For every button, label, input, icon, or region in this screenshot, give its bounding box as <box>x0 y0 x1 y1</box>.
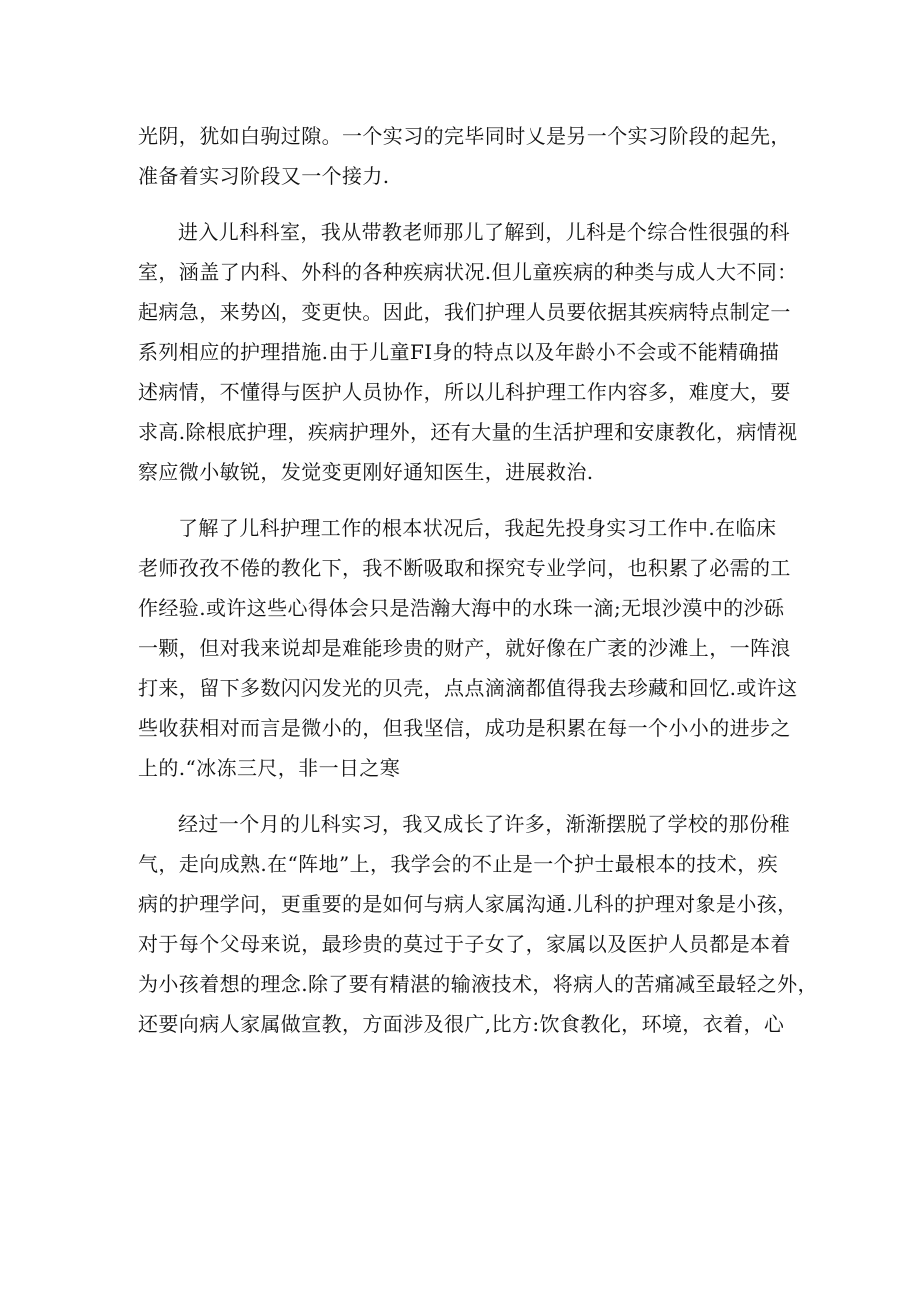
text-line: 系列相应的护理措施.由于儿童FI身的特点以及年龄小不会或不能精确描 <box>138 340 780 364</box>
paragraph-1 <box>138 116 791 196</box>
text-line: 还要向病人家属做宣教，方面涉及很广,比方:饮食教化，环境，衣着，心 <box>138 1012 785 1036</box>
text-line: 察应微小敏锐，发觉变更刚好通知医生，进展救治. <box>138 460 594 484</box>
text-line: 病的护理学问，更重要的是如何与病人家属沟通.儿科的护理对象是小孩， <box>138 892 798 916</box>
text-line: 老师孜孜不倦的教化下，我不断吸取和探究专业学问，也积累了必需的工 <box>138 556 791 580</box>
text-line: 进入儿科科室，我从带教老师那儿了解到，儿科是个综合性很强的科 <box>178 220 790 244</box>
text-line: 起病急，来势凶，变更快。因此，我们护理人员要依据其疾病特点制定一 <box>138 300 791 324</box>
text-line: 打来，留下多数闪闪发光的贝壳，点点滴滴都值得我去珍藏和回忆.或许这 <box>138 676 798 700</box>
text-line: 对于每个父母来说，最珍贵的莫过于子女了，家属以及医护人员都是本着 <box>138 932 791 956</box>
paragraph-2 <box>138 212 798 492</box>
paragraph-4 <box>138 804 818 1044</box>
text-line: 室，涵盖了内科、外科的各种疾病状况.但儿童疾病的种类与成人大不同： <box>138 260 798 284</box>
text-line: 些收获相对而言是微小的，但我坚信，成功是积累在每一个小小的进步之 <box>138 716 791 740</box>
text-line: 述病情，不懂得与医护人员协作，所以儿科护理工作内容多，难度大，要 <box>138 380 791 404</box>
text-line: 作经验.或许这些心得体会只是浩瀚大海中的水珠一滴;无垠沙漠中的沙砾 <box>138 596 785 620</box>
text-line: 了解了儿科护理工作的根本状况后，我起先投身实习工作中.在临床 <box>178 516 777 540</box>
text-line: 准备着实习阶段又一个接力. <box>138 164 390 188</box>
text-line: 经过一个月的儿科实习，我又成长了许多，渐渐摆脱了学校的那份稚 <box>178 812 790 836</box>
paragraph-3 <box>138 508 798 788</box>
text-line: 气，走向成熟.在“阵地”上，我学会的不止是一个护士最根本的技术，疾 <box>138 852 779 876</box>
text-line: 光阴，犹如白驹过隙。一个实习的完毕同时乂是另一个实习阶段的起先， <box>138 124 791 148</box>
text-line: 一颗，但对我来说却是难能珍贵的财产，就好像在广袤的沙滩上，一阵浪 <box>138 636 791 660</box>
text-line: 求高.除根底护理，疾病护理外，还有大量的生活护理和安康教化，病情视 <box>138 420 798 444</box>
document-body <box>138 116 818 1044</box>
text-line: 为小孩着想的理念.除了要有精湛的输液技术，将病人的苦痛减至最轻之外， <box>138 972 818 996</box>
text-line: 上的.“冰冻三尺，非一日之寒 <box>138 756 401 780</box>
